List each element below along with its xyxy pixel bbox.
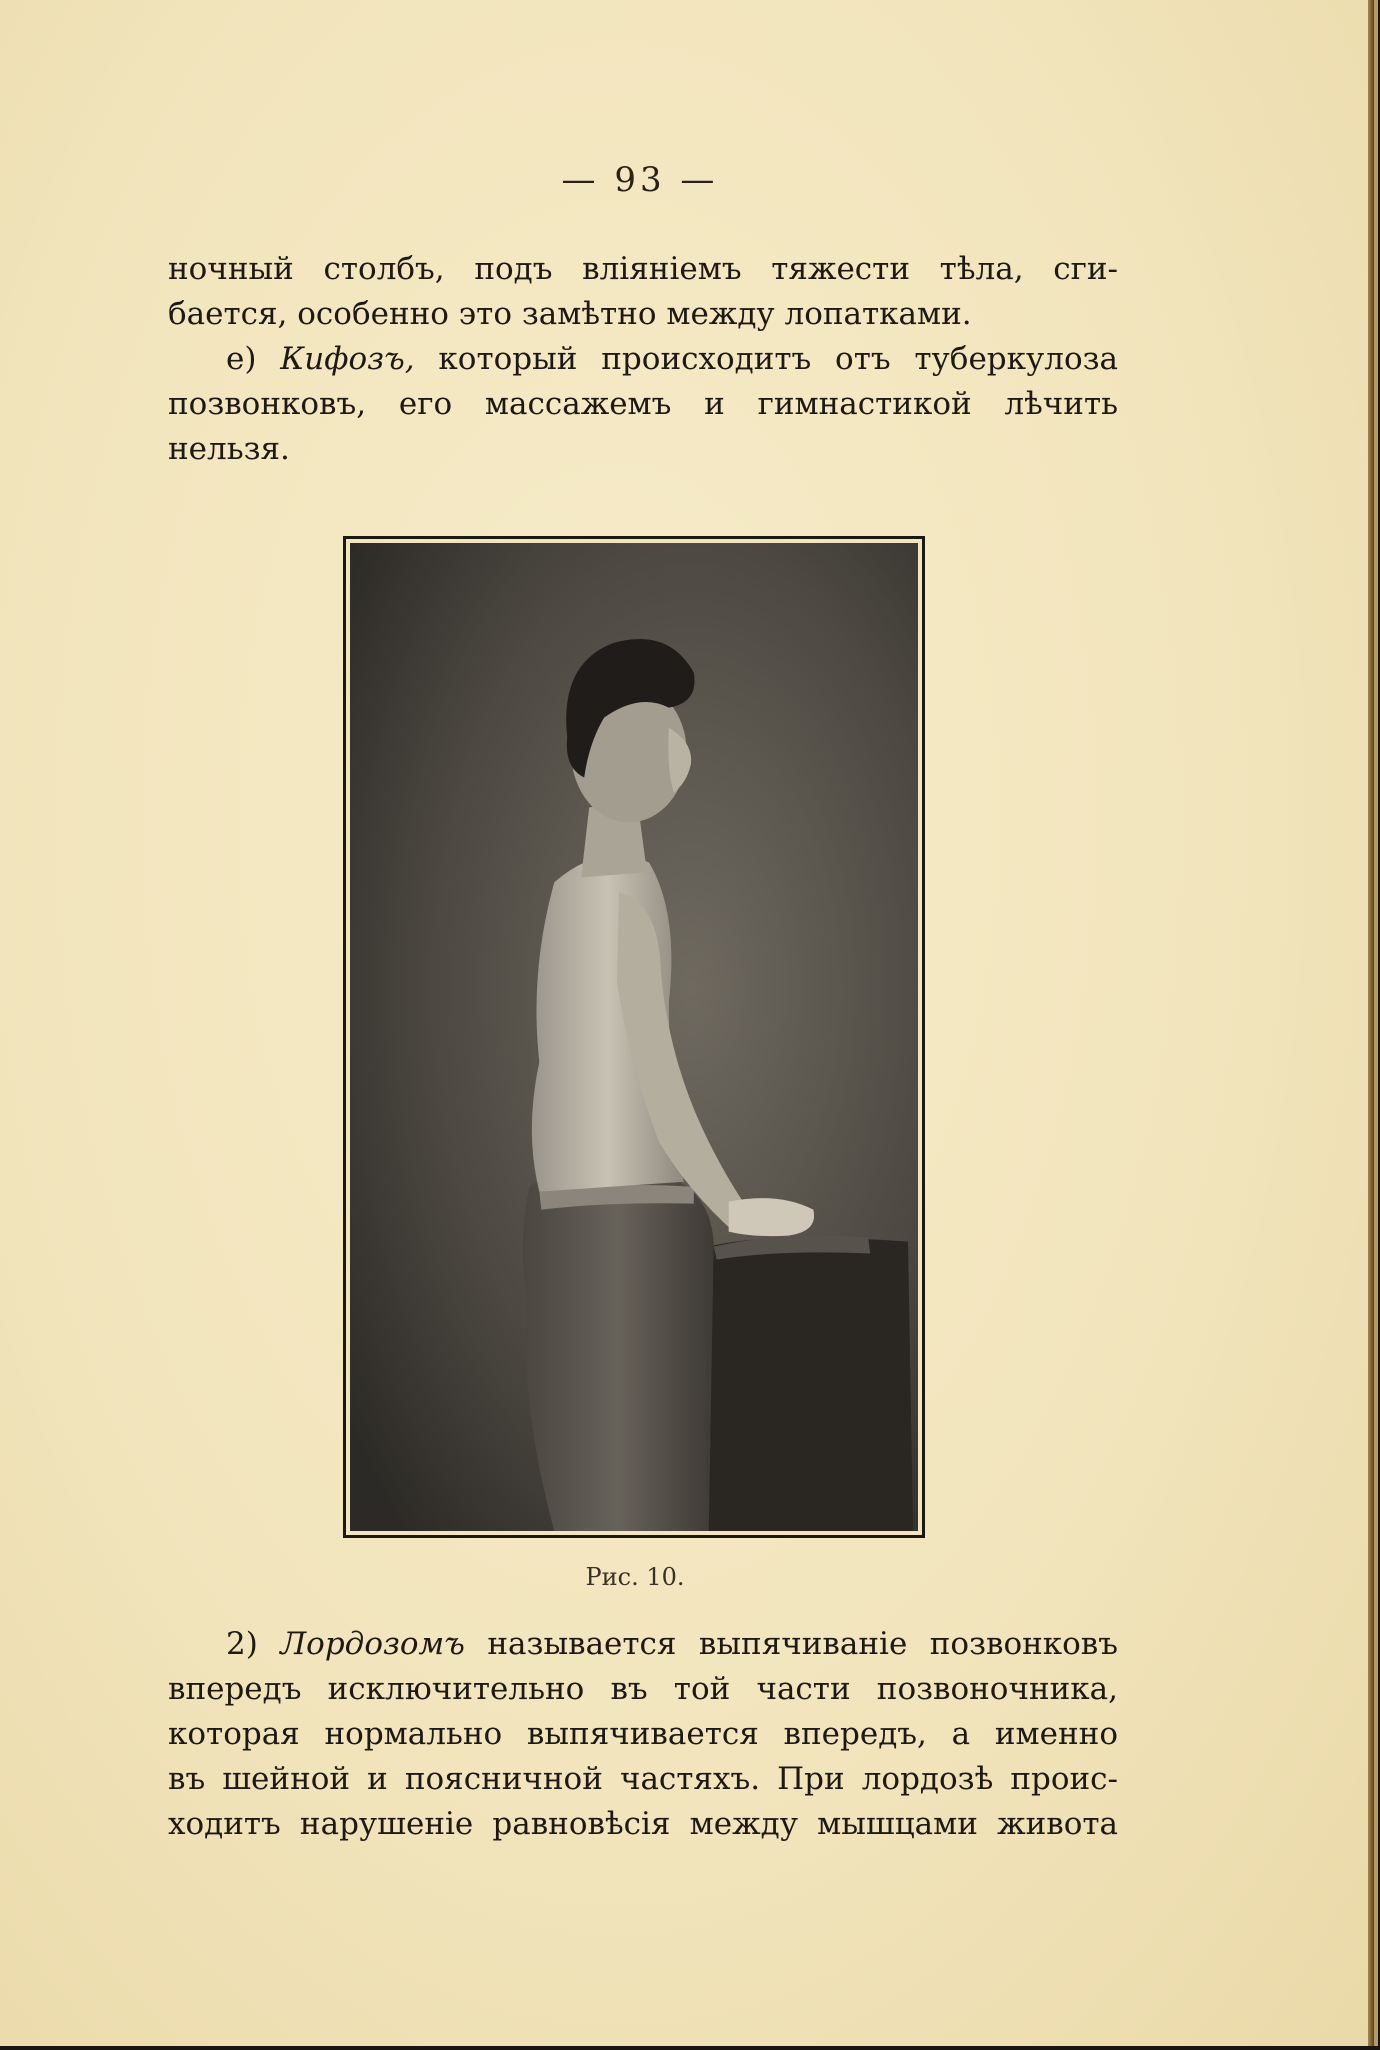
text-line: ночный столбъ, подъ вліяніемъ тяжести тѣла, сги- bbox=[168, 251, 1118, 287]
item-e-prefix: е) bbox=[226, 341, 257, 377]
item-2-line-1 bbox=[168, 1622, 1118, 1667]
item-2-term: Лордозомъ bbox=[280, 1626, 465, 1662]
text-line: которая нормально выпячивается впередъ, а именно bbox=[168, 1716, 1118, 1752]
text-line: впередъ исключительно въ той части позвоночника, bbox=[168, 1671, 1118, 1707]
figure-photo-frame bbox=[343, 536, 925, 1538]
top-text-block bbox=[168, 247, 1118, 472]
bottom-text-block bbox=[168, 1622, 1118, 1847]
text-line: ходитъ нарушеніе равновѣсія между мышцами живота bbox=[168, 1806, 1118, 1842]
figure-photo bbox=[350, 543, 918, 1531]
text-line: позвонковъ, его массажемъ и гимнастикой лѣчить bbox=[168, 386, 1118, 422]
item-2-text: называется выпячиваніе позвонковъ bbox=[487, 1626, 1118, 1662]
text-line: въ шейной и поясничной частяхъ. При лордозѣ проис- bbox=[168, 1761, 1118, 1797]
item-e-term: Кифозъ, bbox=[280, 341, 415, 377]
text-line: бается, особенно это замѣтно между лопатками. bbox=[168, 296, 972, 332]
text-line: нельзя. bbox=[168, 431, 290, 467]
item-2-prefix: 2) bbox=[226, 1626, 258, 1662]
item-e-line-1 bbox=[168, 337, 1118, 382]
figure-caption: Рис. 10. bbox=[585, 1563, 685, 1591]
page-edge-shadow bbox=[1368, 0, 1374, 2046]
item-e-text: который происходитъ отъ туберкулоза bbox=[438, 341, 1119, 377]
page-number: — 93 — bbox=[561, 160, 719, 200]
